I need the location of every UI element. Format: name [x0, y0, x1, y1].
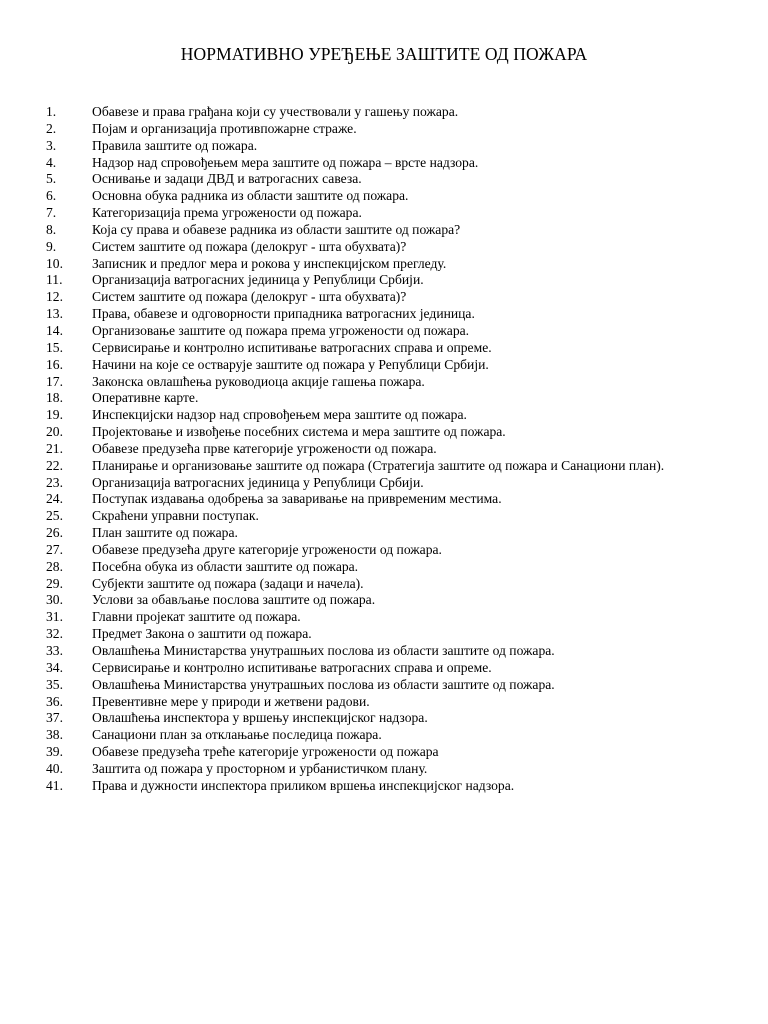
list-item	[46, 155, 722, 172]
list-item-text: Поступак издавања одобрења за заваривање на привременим местима.	[92, 491, 502, 507]
list-item	[46, 576, 722, 593]
list-item-number: 21.	[46, 440, 63, 456]
list-item-text: Главни пројекат заштите од пожара.	[92, 609, 301, 625]
list-item-number: 39.	[46, 744, 63, 760]
list-item-number: 11.	[46, 272, 63, 288]
list-item	[46, 289, 722, 306]
list-item-number: 15.	[46, 339, 63, 355]
list-item	[46, 104, 722, 121]
list-item-text: Услови за обављање послова заштите од пожара.	[92, 592, 376, 608]
list-item-number: 35.	[46, 676, 63, 692]
list-item-number: 28.	[46, 558, 63, 574]
list-item-text: Законска овлашћења руководиоца акције гашења пожара.	[92, 373, 425, 389]
list-item-number: 41.	[46, 777, 63, 793]
list-item-number: 6.	[46, 188, 57, 204]
list-item-text: Овлашћења Министарства унутрашњих послова из области заштите од пожара.	[92, 643, 555, 658]
list-item	[46, 424, 722, 441]
list-item-number: 24.	[46, 491, 63, 507]
list-item	[46, 660, 722, 677]
list-item-text: Правила заштите од пожара.	[92, 137, 258, 153]
list-item	[46, 643, 722, 660]
list-item	[46, 239, 722, 256]
list-item-text: Предмет Закона о заштити од пожара.	[92, 626, 312, 642]
list-item	[46, 407, 722, 424]
list-item-text: Систем заштите од пожара (делокруг - шта обухвата)?	[92, 238, 407, 254]
list-item	[46, 677, 722, 694]
list-item-number: 23.	[46, 474, 63, 490]
list-item-text: Овлашћења инспектора у вршењу инспекцијског надзора.	[92, 710, 428, 726]
list-item	[46, 727, 722, 744]
list-item-text: Организовање заштите од пожара према угрожености од пожара.	[92, 322, 470, 338]
list-item	[46, 592, 722, 609]
list-item-text: Оснивање и задаци ДВД и ватрогасних савеза.	[92, 171, 362, 187]
list-item-number: 16.	[46, 356, 63, 372]
list-item-text: Посебна обука из области заштите од пожара.	[92, 558, 359, 574]
question-list	[46, 104, 722, 795]
list-item-number: 36.	[46, 693, 63, 709]
list-item-number: 5.	[46, 171, 57, 187]
list-item-text: Категоризација према угрожености од пожара.	[92, 205, 362, 221]
list-item-text: Права, обавезе и одговорности припадника ватрогасних јединица.	[92, 306, 475, 322]
list-item-text: Сервисирање и контролно испитивање ватрогасних справа и опреме.	[92, 339, 492, 355]
list-item-text: Надзор над спровођењем мера заштите од пожара – врсте надзора.	[92, 154, 479, 170]
list-item-text: Обавезе предузећа друге категорије угрожености од пожара.	[92, 541, 442, 557]
list-item	[46, 710, 722, 727]
list-item-text: Систем заштите од пожара (делокруг - шта обухвата)?	[92, 289, 407, 305]
list-item-text: Права и дужности инспектора приликом вршења инспекцијског надзора.	[92, 777, 515, 793]
list-item	[46, 778, 722, 795]
list-item-text: Овлашћења Министарства унутрашњих послова из области заштите од пожара.	[92, 676, 555, 692]
list-item-text: Обавезе предузећа треће категорије угрожености од пожара	[92, 744, 439, 760]
list-item-number: 14.	[46, 322, 63, 338]
list-item-number: 3.	[46, 137, 57, 153]
list-item-number: 31.	[46, 609, 63, 625]
list-item-number: 38.	[46, 727, 63, 743]
list-item-text: Начини на које се остварује заштите од пожара у Републици Србији.	[92, 356, 489, 372]
list-item-number: 40.	[46, 760, 63, 776]
list-item-text: Организација ватрогасних јединица у Републици Србији.	[92, 474, 424, 490]
list-item	[46, 542, 722, 559]
list-item	[46, 441, 722, 458]
list-item	[46, 508, 722, 525]
list-item-text: Основна обука радника из области заштите од пожара.	[92, 188, 409, 204]
list-item-text: Сервисирање и контролно испитивање ватрогасних справа и опреме.	[92, 659, 492, 675]
list-item	[46, 357, 722, 374]
list-item-number: 18.	[46, 390, 63, 406]
list-item	[46, 475, 722, 492]
list-item-text: План заштите од пожара.	[92, 525, 238, 541]
list-item	[46, 609, 722, 626]
list-item-text: Организација ватрогасних јединица у Републици Србији.	[92, 272, 424, 288]
list-item-number: 26.	[46, 525, 63, 541]
list-item	[46, 559, 722, 576]
list-item	[46, 390, 722, 407]
list-item-number: 12.	[46, 289, 63, 305]
list-item-text: Инспекцијски надзор над спровођењем мера заштите од пожара.	[92, 407, 467, 423]
list-item	[46, 171, 722, 188]
list-item-number: 37.	[46, 710, 63, 726]
list-item-number: 30.	[46, 592, 63, 608]
list-item-number: 25.	[46, 508, 63, 524]
list-item-number: 13.	[46, 306, 63, 322]
list-item	[46, 256, 722, 273]
list-item-number: 22.	[46, 457, 63, 473]
list-item	[46, 491, 722, 508]
list-item-number: 27.	[46, 541, 63, 557]
list-item	[46, 374, 722, 391]
list-item-number: 33.	[46, 643, 63, 658]
list-item-text: Санациони план за отклањање последица пожара.	[92, 727, 382, 743]
list-item-text: Обавезе предузећа прве категорије угрожености од пожара.	[92, 440, 437, 456]
list-item-text: Записник и предлог мера и рокова у инспекцијском прегледу.	[92, 255, 447, 271]
list-item-number: 2.	[46, 120, 57, 136]
list-item-number: 7.	[46, 205, 57, 221]
list-item-number: 1.	[46, 104, 57, 119]
list-item-text: Оперативне карте.	[92, 390, 199, 406]
list-item-number: 32.	[46, 626, 63, 642]
list-item	[46, 458, 722, 475]
list-item	[46, 306, 722, 323]
list-item-text: Заштита од пожара у просторном и урбанистичком плану.	[92, 760, 428, 776]
list-item-text: Обавезе и права грађана који су учествовали у гашењу пожара.	[92, 104, 459, 119]
list-item-number: 9.	[46, 238, 57, 254]
list-item-text: Која су права и обавезе радника из области заштите од пожара?	[92, 221, 461, 237]
list-item	[46, 205, 722, 222]
list-item-number: 29.	[46, 575, 63, 591]
list-item-number: 34.	[46, 659, 63, 675]
list-item-text: Субјекти заштите од пожара (задаци и начела).	[92, 575, 364, 591]
list-item-text: Пројектовање и извођење посебних система и мера заштите од пожара.	[92, 424, 506, 440]
list-item-number: 4.	[46, 154, 57, 170]
list-item	[46, 323, 722, 340]
list-item-number: 17.	[46, 373, 63, 389]
list-item-number: 10.	[46, 255, 63, 271]
list-item-number: 19.	[46, 407, 63, 423]
list-item	[46, 222, 722, 239]
list-item	[46, 340, 722, 357]
page-title: НОРМАТИВНО УРЕЂЕЊЕ ЗАШТИТЕ ОД ПОЖАРА	[180, 44, 588, 64]
list-item-number: 8.	[46, 221, 57, 237]
list-item	[46, 121, 722, 138]
list-item-text: Појам и организација противпожарне страже.	[92, 120, 357, 136]
list-item	[46, 188, 722, 205]
list-item	[46, 272, 722, 289]
list-item	[46, 626, 722, 643]
list-item	[46, 525, 722, 542]
list-item-text: Скраћени управни поступак.	[92, 508, 259, 524]
list-item	[46, 694, 722, 711]
list-item	[46, 138, 722, 155]
list-item	[46, 744, 722, 761]
list-item-number: 20.	[46, 424, 63, 440]
list-item-text: Превентивне мере у природи и жетвени радови.	[92, 693, 370, 709]
list-item-text: Планирање и организовање заштите од пожара (Стратегија заштите од пожара и Санациони план).	[92, 457, 665, 473]
list-item	[46, 761, 722, 778]
